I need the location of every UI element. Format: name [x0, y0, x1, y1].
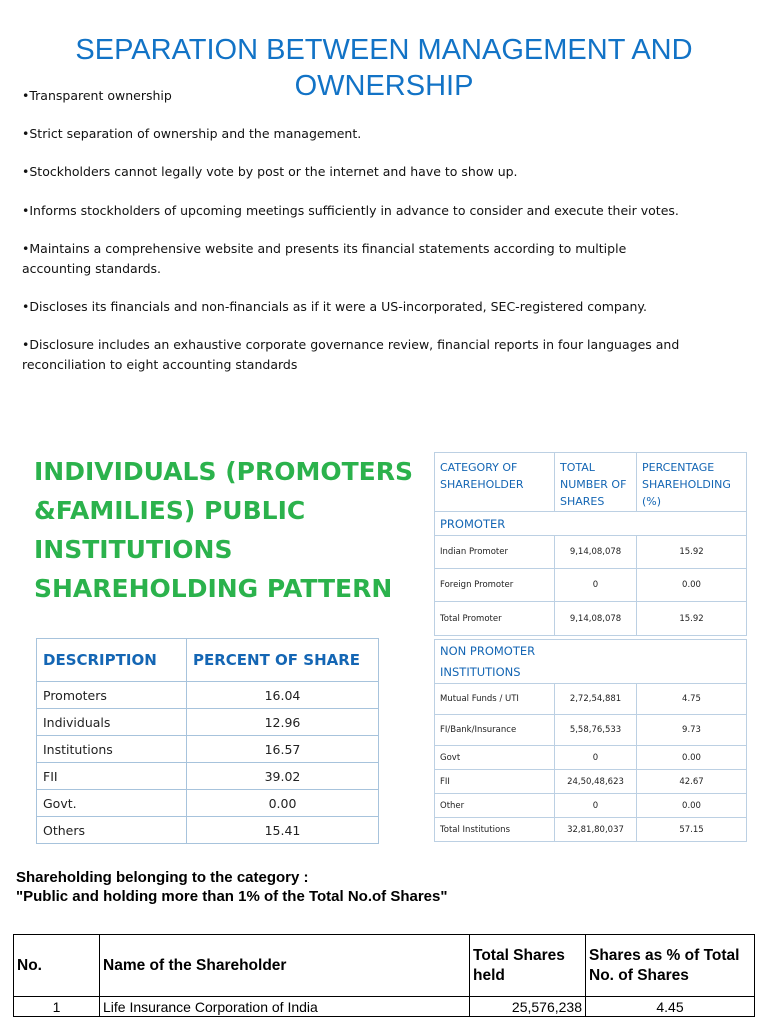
- heading-line1: INDIVIDUALS (PROMOTERS: [34, 457, 413, 486]
- bullet-informs-stockholders: •Informs stockholders of upcoming meetings sufficiently in advance to consider and execute their votes.: [22, 203, 679, 218]
- row-percentage: 0.00: [637, 746, 747, 770]
- table-row: [435, 818, 747, 842]
- table-row: [37, 817, 379, 844]
- table-row: [435, 684, 747, 715]
- column-header-percent: PERCENT OF SHARE: [187, 639, 379, 682]
- row-percentage: 0.00: [637, 569, 747, 602]
- row-value: 39.02: [187, 763, 379, 790]
- row-label: Total Promoter: [435, 602, 555, 636]
- row-shares: 0: [555, 794, 637, 818]
- row-label: FII: [37, 763, 187, 790]
- table-row: [37, 763, 379, 790]
- cell-name: Life Insurance Corporation of India: [100, 997, 470, 1017]
- row-label: Others: [37, 817, 187, 844]
- column-header-total-shares: Total Shares held: [470, 935, 586, 997]
- column-header-shares-percent: Shares as % of Total No. of Shares: [586, 935, 755, 997]
- table-header-row: [37, 639, 379, 682]
- column-header-no: No.: [14, 935, 100, 997]
- column-header-category: CATEGORY OF SHAREHOLDER: [435, 453, 555, 512]
- row-label: Govt: [435, 746, 555, 770]
- row-label: Individuals: [37, 709, 187, 736]
- row-label: Total Institutions: [435, 818, 555, 842]
- row-label: Mutual Funds / UTI: [435, 684, 555, 715]
- row-shares: 24,50,48,623: [555, 770, 637, 794]
- row-value: 0.00: [187, 790, 379, 817]
- column-header-name: Name of the Shareholder: [100, 935, 470, 997]
- row-shares: 9,14,08,078: [555, 536, 637, 569]
- heading-line2: &FAMILIES) PUBLIC: [34, 496, 306, 525]
- row-shares: 9,14,08,078: [555, 602, 637, 636]
- row-value: 15.41: [187, 817, 379, 844]
- column-header-total-shares: TOTAL NUMBER OF SHARES: [555, 453, 637, 512]
- bullet-vote-in-person: •Stockholders cannot legally vote by post or the internet and have to show up.: [22, 164, 518, 179]
- description-table: [36, 638, 379, 844]
- page-title-line1: SEPARATION BETWEEN MANAGEMENT AND: [75, 34, 693, 66]
- table-row: [37, 709, 379, 736]
- row-percentage: 15.92: [637, 602, 747, 636]
- table-row: [14, 997, 755, 1017]
- row-label: Govt.: [37, 790, 187, 817]
- bullet-strict-separation: •Strict separation of ownership and the management.: [22, 126, 362, 141]
- row-value: 16.57: [187, 736, 379, 763]
- section-row: [435, 512, 747, 536]
- heading-line3: INSTITUTIONS: [34, 535, 233, 564]
- section-row: [435, 640, 747, 662]
- cell-percent: 4.45: [586, 997, 755, 1017]
- table-row: [435, 569, 747, 602]
- column-header-description: DESCRIPTION: [37, 639, 187, 682]
- row-shares: 32,81,80,037: [555, 818, 637, 842]
- table-row: [435, 715, 747, 746]
- bullet-comprehensive-website: •Maintains a comprehensive website and presents its financial statements according to multiple accounting standards.: [22, 241, 627, 276]
- row-shares: 0: [555, 569, 637, 602]
- row-label: Promoters: [37, 682, 187, 709]
- table-row: [435, 602, 747, 636]
- bullet-transparent-ownership: •Transparent ownership: [22, 88, 172, 103]
- row-percentage: 9.73: [637, 715, 747, 746]
- bullet-disclosure-review: •Disclosure includes an exhaustive corporate governance review, financial reports in four languages and reconciliation to eight accounting standards: [22, 337, 680, 372]
- table-row: [37, 682, 379, 709]
- row-percentage: 4.75: [637, 684, 747, 715]
- row-percentage: 57.15: [637, 818, 747, 842]
- row-label: Institutions: [37, 736, 187, 763]
- row-label: FI/Bank/Insurance: [435, 715, 555, 746]
- section-institutions: INSTITUTIONS: [435, 662, 747, 684]
- table-row: [435, 770, 747, 794]
- cell-no: 1: [14, 997, 100, 1017]
- row-label: FII: [435, 770, 555, 794]
- table-row: [435, 536, 747, 569]
- row-label: Foreign Promoter: [435, 569, 555, 602]
- shareholding-category-title: [16, 868, 756, 906]
- section-row: [435, 662, 747, 684]
- shareholder-table: [13, 934, 755, 1017]
- shareholding-title-line2: "Public and holding more than 1% of the Total No.of Shares": [16, 888, 448, 905]
- row-percentage: 0.00: [637, 794, 747, 818]
- row-label: Indian Promoter: [435, 536, 555, 569]
- row-value: 16.04: [187, 682, 379, 709]
- page-title-line2: OWNERSHIP: [294, 70, 474, 102]
- table-row: [37, 736, 379, 763]
- table-header-row: [14, 935, 755, 997]
- table-row: [37, 790, 379, 817]
- bullet-discloses-financials: •Discloses its financials and non-financials as if it were a US-incorporated, SEC-registered company.: [22, 299, 648, 314]
- shareholding-title-line1: Shareholding belonging to the category :: [16, 869, 309, 886]
- table-header-row: [435, 453, 747, 512]
- heading-line4: SHAREHOLDING PATTERN: [34, 574, 393, 603]
- shareholding-pattern-heading: [34, 452, 414, 608]
- column-header-percentage: PERCENTAGE SHAREHOLDING (%): [637, 453, 747, 512]
- table-row: [435, 794, 747, 818]
- row-shares: 5,58,76,533: [555, 715, 637, 746]
- section-non-promoter: NON PROMOTER: [435, 640, 747, 662]
- section-promoter: PROMOTER: [435, 512, 747, 536]
- row-percentage: 42.67: [637, 770, 747, 794]
- table-row: [435, 746, 747, 770]
- row-percentage: 15.92: [637, 536, 747, 569]
- row-value: 12.96: [187, 709, 379, 736]
- row-shares: 0: [555, 746, 637, 770]
- cell-shares: 25,576,238: [470, 997, 586, 1017]
- category-of-shareholder-table: [434, 452, 747, 842]
- row-shares: 2,72,54,881: [555, 684, 637, 715]
- row-label: Other: [435, 794, 555, 818]
